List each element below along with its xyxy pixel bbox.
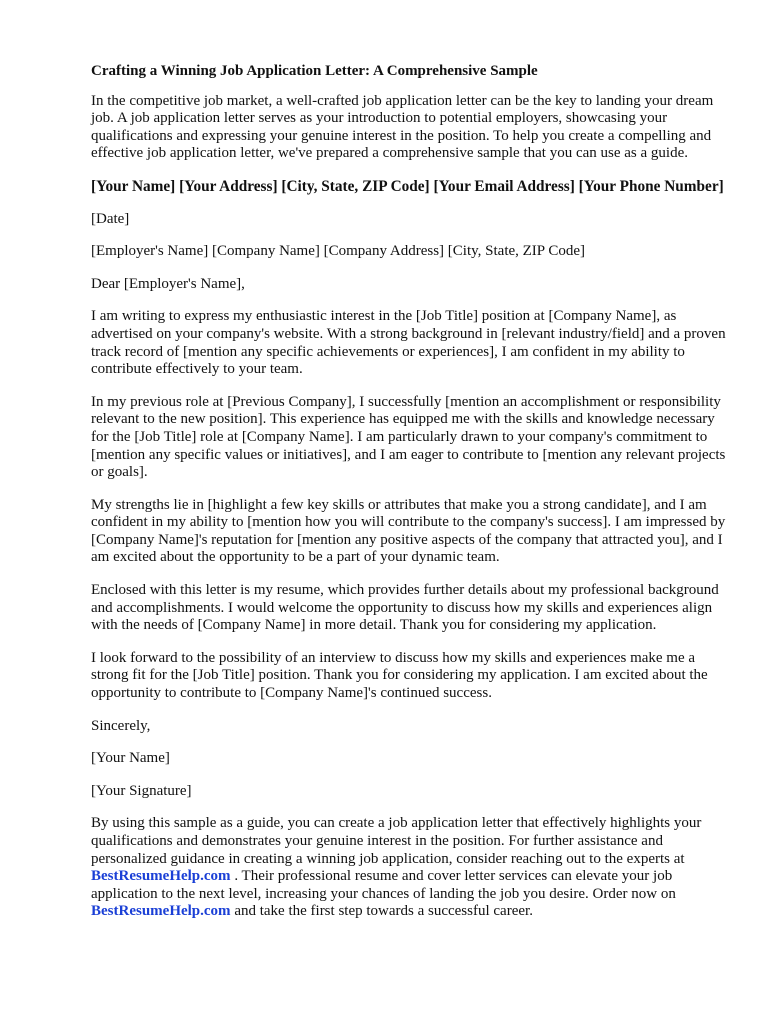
your-signature-line: [Your Signature] [91, 782, 192, 799]
body-paragraph-2: In my previous role at [Previous Company], I successfully [mention an accomplishment or responsibility relevant to the new position]. This experience has equipped me with the skills and knowledge necessary for the [Job Title] role at [Company Name]. I am particularly drawn to your company's commitment to [mention any specific values or initiatives], and I am eager to contribute to [mention any relevant projects or goals]. [91, 393, 726, 481]
salutation: Dear [Employer's Name], [91, 275, 245, 292]
body-paragraph-4: Enclosed with this letter is my resume, which provides further details about my professional background and accomplishments. I would welcome the opportunity to discuss how my skills and experiences align with the needs of [Company Name] in more detail. Thank you for considering my application. [91, 582, 719, 634]
outro-paragraph [91, 815, 731, 921]
your-name-line: [Your Name] [91, 750, 170, 767]
intro-paragraph: In the competitive job market, a well-crafted job application letter can be the key to landing your dream job. A job application letter serves as your introduction to potential employers, showcasing your qualifications and expressing your genuine interest in the position. To help you create a compelling and effective job application letter, we've prepared a comprehensive sample that you can use as a guide. [91, 92, 714, 162]
document-page [91, 63, 731, 936]
bestresumehelp-link-1[interactable]: BestResumeHelp.com [91, 868, 231, 885]
employer-line: [Employer's Name] [Company Name] [Company Address] [City, State, ZIP Code] [91, 243, 585, 260]
contact-line: [Your Name] [Your Address] [City, State, ZIP Code] [Your Email Address] [Your Phone Number] [91, 177, 724, 195]
document-title: Crafting a Winning Job Application Letter: A Comprehensive Sample [91, 63, 538, 79]
outro-text-3: and take the first step towards a successful career. [230, 903, 533, 920]
bestresumehelp-link-2[interactable]: BestResumeHelp.com [91, 903, 231, 920]
body-paragraph-1: I am writing to express my enthusiastic interest in the [Job Title] position at [Company Name], as advertised on your company's website. With a strong background in [relevant industry/field] and a proven track record of [mention any specific achievements or experiences], I am confident in my ability to contribute effectively to your team. [91, 308, 726, 378]
date-line: [Date] [91, 210, 130, 227]
outro-text-2: . Their professional resume and cover letter services can elevate your job application to the next level, increasing your chances of landing the job you desire. Order now on [91, 868, 676, 902]
outro-text-1: By using this sample as a guide, you can create a job application letter that effectively highlights your qualifications and demonstrates your genuine interest in the position. For further assistance and personalized guidance in creating a winning job application, consider reaching out to the experts at [91, 815, 702, 867]
closing: Sincerely, [91, 717, 151, 734]
body-paragraph-3: My strengths lie in [highlight a few key skills or attributes that make you a strong candidate], and I am confident in my ability to [mention how you will contribute to the company's success]. I am impressed by [Company Name]'s reputation for [mention any positive aspects of the company that attracted you], and I am excited about the opportunity to be a part of your dynamic team. [91, 496, 726, 566]
body-paragraph-5: I look forward to the possibility of an interview to discuss how my skills and experiences make me a strong fit for the [Job Title] position. Thank you for considering my application. I am excited about the opportunity to contribute to [Company Name]'s continued success. [91, 649, 708, 702]
